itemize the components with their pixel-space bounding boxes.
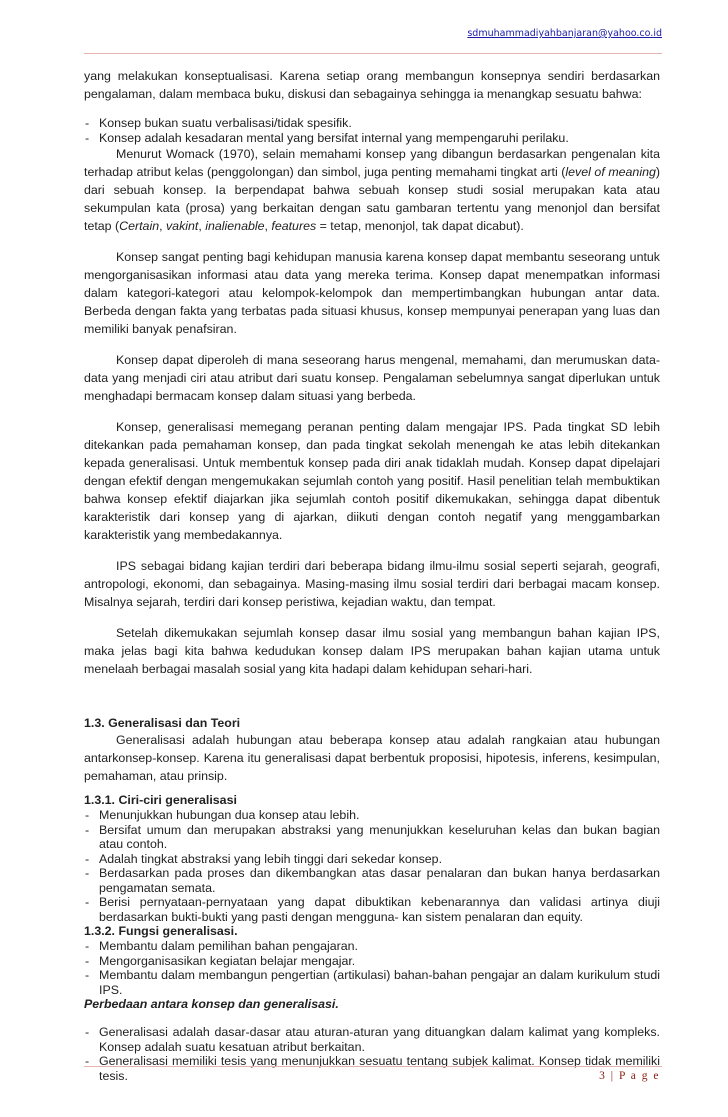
heading-fungsi-generalisasi: 1.3.2. Fungsi generalisasi.	[84, 924, 238, 938]
text-run-italic: inalienable	[205, 219, 265, 233]
paragraph-konsep-diperoleh: Konsep dapat diperoleh di mana seseorang harus mengenal, memahami, dan merumuskan data-data yang menjadi ciri atau atribut dari suatu konsep. Pengalaman sebelumnya sangat diperlukan untuk menghadapi bermacam konsep dalam situasi yang berbeda.	[84, 353, 660, 403]
page-number: 3 | P a g e	[599, 1070, 660, 1082]
header-divider	[84, 53, 662, 54]
list-fungsi	[84, 939, 660, 997]
text-run-italic: Certain	[119, 219, 160, 233]
footer-divider	[84, 1066, 662, 1067]
list-item: - Membantu dalam pemilihan bahan pengajaran.	[84, 939, 660, 954]
paragraph-ips-bidang-kajian: IPS sebagai bidang kajian terdiri dari beberapa bidang ilmu-ilmu sosial seperti sejarah, geografi, antropologi, ekonomi, dan sebagainya. Masing-masing ilmu sosial terdiri dari berbagai macam konsep. Misalnya sejarah, terdiri dari konsep peristiwa, kejadian waktu, dan tempat.	[84, 559, 660, 609]
list-item: - Membantu dalam membangun pengertian (artikulasi) bahan-bahan pengajar an dalam kurikulum studi IPS.	[84, 968, 660, 997]
paragraph-konsep-generalisasi: Konsep, generalisasi memegang peranan penting dalam mengajar IPS. Pada tingkat SD lebih ditekankan pada pemahaman konsep, dan pada tingkat sekolah menengah ke atas lebih ditekankan kepada generalisasi. Untuk membentuk konsep pada diri anak tidaklah mudah. Konsep dapat dipelajari dengan efektif dengan mengemukakan sejumlah contoh yang positif. Hasil penelitian telah membuktikan bahwa konsep efektif diajarkan jika sejumlah contoh positif dikemukakan, sehingga dapat dibentuk karakteristik dari konsep yang di ajarkan, diikuti dengan contoh negatif yang menggambarkan karakteristik yang membedakannya.	[84, 420, 660, 542]
header-email-link[interactable]: sdmuhammadiyahbanjaran@yahoo.co.id	[467, 28, 662, 39]
list-item: - Berdasarkan pada proses dan dikembangkan atas dasar penalaran dan bukan hanya berdasarkan pengamatan semata.	[84, 866, 660, 895]
text-run: Menurut Womack (1970), selain memahami konsep yang dibangun berdasarkan pengenalan kita terhadap atribut kelas (penggolongan) dan simbol, juga penting memahami tingkat arti (	[84, 147, 660, 179]
heading-ciri-generalisasi: 1.3.1. Ciri-ciri generalisasi	[84, 793, 237, 807]
paragraph-generalisasi: Generalisasi adalah hubungan atau beberapa konsep atau adalah rangkaian atau hubungan antarkonsep-konsep. Karena itu generalisasi dapat berbentuk proposisi, hipotesis, inferens, kesimpulan, pemahaman, atau prinsip.	[84, 733, 660, 783]
paragraph-womack	[84, 145, 660, 235]
list-item: - Konsep bukan suatu verbalisasi/tidak spesifik.	[84, 116, 660, 131]
list-konsep	[84, 116, 660, 145]
text-run: ) dari sebuah konsep. Ia berpendapat bahwa sebuah konsep studi sosial merupakan kata atau sekumpulan kata (prosa) yang berkaitan dengan satu gambaran tertentu yang menonjol dan bersifat tetap (	[84, 165, 661, 233]
section-spacer	[84, 678, 660, 716]
list-item: - Bersifat umum dan merupakan abstraksi yang menunjukkan keseluruhan kelas dan bukan bagian atau contoh.	[84, 823, 660, 852]
list-item: - Berisi pernyataan-pernyataan yang dapat dibuktikan kebenarannya dan validasi artinya diuji berdasarkan bukti-bukti yang pasti dengan mengguna- kan sistem penalaran dan equity.	[84, 895, 660, 924]
text-run: ,	[264, 219, 272, 233]
paragraph-intro: yang melakukan konseptualisasi. Karena setiap orang membangun konsepnya sendiri berdasarkan pengalaman, dalam membaca buku, diskusi dan sebagainya sehingga ia menangkap sesuatu bahwa:	[84, 69, 660, 101]
list-item: - Adalah tingkat abstraksi yang lebih tinggi dari sekedar konsep.	[84, 852, 660, 867]
text-run-italic: features	[271, 219, 317, 233]
list-perbedaan	[84, 1025, 660, 1083]
text-run: ,	[198, 219, 206, 233]
list-item: - Konsep adalah kesadaran mental yang bersifat internal yang mempengaruhi perilaku.	[84, 131, 660, 146]
list-item: - Generalisasi adalah dasar-dasar atau aturan-aturan yang dituangkan dalam kalimat yang kompleks. Konsep adalah suatu kesatuan atribut berkaitan.	[84, 1025, 660, 1054]
list-item: - Mengorganisasikan kegiatan belajar mengajar.	[84, 954, 660, 969]
heading-generalisasi-teori: 1.3. Generalisasi dan Teori	[84, 716, 241, 730]
text-run-italic: level of meaning	[565, 165, 656, 179]
paragraph-konsep-penting: Konsep sangat penting bagi kehidupan manusia karena konsep dapat membantu seseorang untuk mengorganisasikan informasi atau data yang mereka terima. Konsep dapat menempatkan informasi dalam kategori-kategori atau kelompok-kelompok dan mempertimbangkan hubungan antar data. Berbeda dengan fakta yang terbatas pada situasi khusus, konsep mempunyai penerapan yang luas dan memiliki banyak penafsiran.	[84, 250, 660, 336]
text-run: ,	[159, 219, 166, 233]
list-item: - Generalisasi memiliki tesis yang menunjukkan sesuatu tentang subjek kalimat. Konsep tidak memiliki tesis.	[84, 1054, 660, 1083]
text-run-italic: vakint	[165, 219, 199, 233]
heading-perbedaan: Perbedaan antara konsep dan generalisasi.	[84, 997, 339, 1011]
list-ciri	[84, 808, 660, 924]
page-content	[84, 67, 660, 1083]
paragraph-kedudukan-konsep: Setelah dikemukakan sejumlah konsep dasar ilmu sosial yang membangun bahan kajian IPS, maka jelas bagi kita bahwa kedudukan konsep dalam IPS merupakan bahan kajian utama untuk menelaah berbagai masalah sosial yang kita hadapi dalam kehidupan sehari-hari.	[84, 626, 660, 676]
text-run: = tetap, menonjol, tak dapat dicabut).	[316, 219, 524, 233]
list-item: - Menunjukkan hubungan dua konsep atau lebih.	[84, 808, 660, 823]
